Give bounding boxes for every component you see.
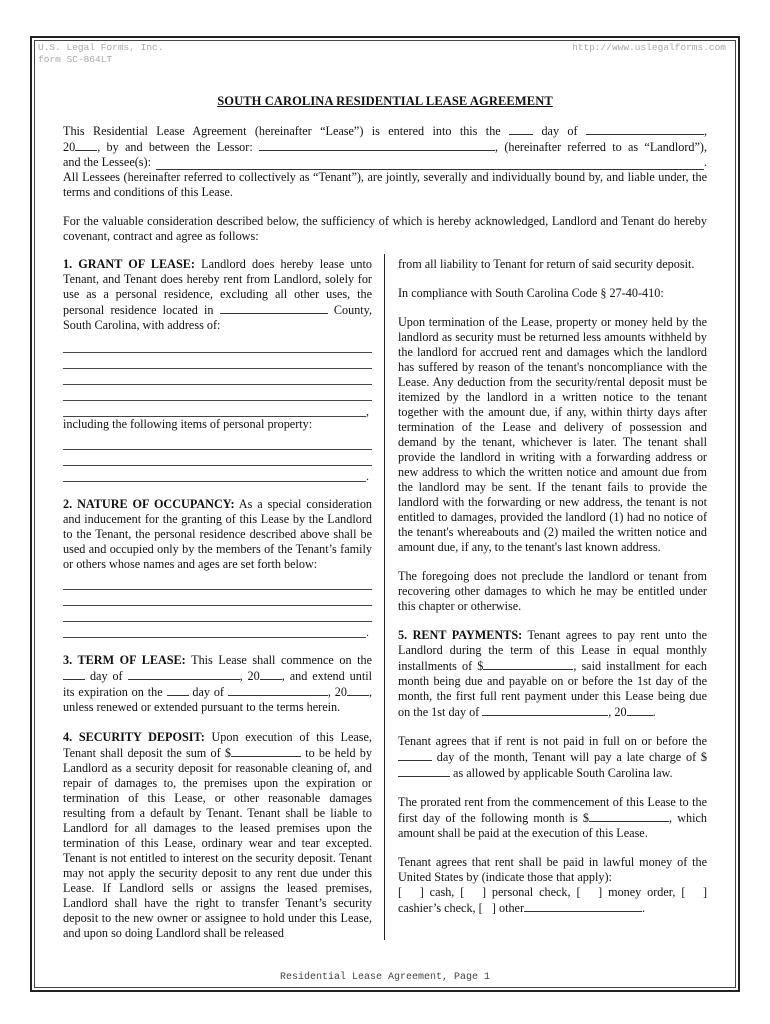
term-start-month-blank[interactable] — [128, 668, 240, 680]
cash-label: cash, — [429, 885, 455, 899]
term-start-year-blank[interactable] — [260, 668, 282, 680]
address-lines — [63, 338, 372, 417]
other-method-blank[interactable] — [524, 900, 642, 912]
header-publisher-name: U.S. Legal Forms, Inc. — [38, 42, 164, 53]
money-order-label: money order, — [608, 885, 676, 899]
property-line[interactable] — [63, 435, 372, 450]
occupant-line[interactable] — [63, 591, 372, 606]
intro-line-3: and the Lessee(s): . — [63, 155, 707, 169]
property-lines — [63, 435, 372, 482]
late-charge-amount-blank[interactable] — [398, 765, 450, 777]
money-order-checkbox[interactable]: [ ] — [576, 885, 603, 899]
damages-text: The foregoing does not preclude the landlord or tenant from recovering other damages to which he may be entitled under this chapter or otherwise. — [398, 569, 707, 613]
prorated-rent-text: The prorated rent from the commencement of this Lease to the first day of the following month is $ , which amount shall be paid at the execution of this Lease. — [398, 795, 707, 840]
payment-options-line-2: cashier’s check, [ ] other . — [398, 901, 646, 915]
section-security-deposit: 4. SECURITY DEPOSIT: Upon execution of this Lease, Tenant shall deposit the sum of $ to be held by Landlord as a security deposit for reasonable cleaning of, and repair of damages to, the premises upon the expiration or termination of this Lease, or other reasonable damages resulting from a default by Tenant. Tenant shall be liable to Landlord for all damages to the leased premises upon the termination of this Lease, ordinary wear and tear excepted. Tenant is not entitled to interest on the security deposit. Tenant may not apply the security deposit to any rent due under this Lease. If Landlord sells or assigns the leased premises, Landlord shall have the right to transfer Tenant’s security deposit to the new owner or assignee to hold under this Lease, and upon so doing Landlord shall be released — [63, 730, 372, 940]
term-end-day-blank[interactable] — [167, 684, 189, 696]
intro-section — [63, 123, 707, 258]
month-blank[interactable] — [586, 123, 704, 135]
cashiers-check-label: cashier’s check, — [398, 901, 476, 915]
page-title: SOUTH CAROLINA RESIDENTIAL LEASE AGREEMENT — [217, 94, 553, 108]
deposit-heading: 4. SECURITY DEPOSIT: — [63, 730, 205, 744]
money-order-end-bracket[interactable]: [ ] — [681, 885, 708, 899]
occupant-line[interactable]: . — [63, 623, 372, 638]
payment-method-text: Tenant agrees that rent shall be paid in lawful money of the United States by (indicate those that apply): — [398, 855, 707, 884]
column-divider — [384, 254, 385, 940]
address-line[interactable] — [63, 386, 372, 401]
term-start-day-blank[interactable] — [63, 668, 85, 680]
address-line[interactable] — [63, 338, 372, 353]
page-footer: Residential Lease Agreement, Page 1 — [279, 972, 491, 983]
other-checkbox[interactable]: [ ] — [478, 901, 496, 915]
lessor-blank[interactable] — [259, 139, 495, 151]
sc-code-reference: In compliance with South Carolina Code § 27-40-410: — [398, 286, 664, 300]
day-blank[interactable] — [509, 123, 533, 135]
occupant-line[interactable] — [63, 575, 372, 590]
occupant-lines — [63, 575, 372, 638]
section-rent-payments: 5. RENT PAYMENTS: Tenant agrees to pay rent unto the Landlord during the term of this Lease in equal monthly installments of $ , said installment for each month being due and payable on or before the 1st day of the month, the first full rent payment under this Lease being due on the 1st day of , 20 . — [398, 628, 708, 719]
sc-code-text: Upon termination of the Lease, property or money held by the landlord as security must be returned less amounts withheld by the landlord for accrued rent and damages which the landlord has suffered by reason of the tenant's noncompliance with the Lease. Any deduction from the security/rental deposit must be itemized by the landlord in a written notice to the tenant together with the amount due, if any, within thirty days after termination of the Lease and delivery of possession and demand by the tenant, whichever is later. The tenant shall provide the landlord in writing with a forwarding address or new address to which the written notice and amount due from the landlord may be sent. If the tenant fails to provide the landlord with the forwarding or new address, the tenant is not entitled to damages, provided the landlord (1) had no notice of the tenant's whereabouts and (2) mailed the written notice and amount due, if any, to the tenant's last known address. — [398, 315, 707, 554]
county-blank[interactable] — [220, 302, 328, 314]
section-grant-of-lease: 1. GRANT OF LEASE: Landlord does hereby lease unto Tenant, and Tenant does hereby rent from Landlord, solely for use as a personal residence, excluding all other uses, the personal residence located in County, South Carolina, with address of: — [63, 257, 373, 332]
header-form-id: form SC-864LT — [38, 54, 113, 65]
rent-heading: 5. RENT PAYMENTS: — [398, 628, 523, 642]
section-term-of-lease: 3. TERM OF LEASE: This Lease shall commence on the day of , 20 , and extend until its expiration on the day of , 20 , unless renewed or extended pursuant to the terms herein. — [63, 653, 373, 714]
occupant-line[interactable] — [63, 607, 372, 622]
prorated-amount-blank[interactable] — [589, 810, 669, 822]
header-url[interactable]: http://www.uslegalforms.com — [572, 42, 726, 53]
right-column — [398, 257, 707, 916]
other-label: other — [498, 901, 525, 915]
section-nature-of-occupancy: 2. NATURE OF OCCUPANCY: As a special consideration and inducement for the granting of this Lease by the Landlord to the Tenant, the personal residence described above shall be used and occupied only by the members of the Tenant’s family or others whose names and ages are set forth below: — [63, 497, 373, 571]
grant-heading: 1. GRANT OF LEASE: — [63, 257, 195, 271]
late-day-blank[interactable] — [398, 749, 432, 761]
lessee-blank[interactable] — [156, 158, 704, 170]
term-end-year-blank[interactable] — [347, 684, 369, 696]
left-column — [63, 257, 372, 941]
header-publisher — [38, 42, 163, 66]
property-line[interactable]: . — [63, 467, 372, 482]
payment-options-line-1 — [398, 885, 707, 900]
deposit-amount-blank[interactable] — [231, 745, 301, 757]
year-blank[interactable] — [75, 139, 97, 151]
intro-consideration: For the valuable consideration described below, the sufficiency of which is hereby acknowledged, Landlord and Tenant do hereby covenant, contract and agree as follows: — [63, 214, 707, 243]
deposit-release-text: from all liability to Tenant for return of said security deposit. — [398, 257, 695, 271]
term-heading: 3. TERM OF LEASE: — [63, 653, 186, 667]
personal-check-checkbox[interactable]: [ ] — [460, 885, 487, 899]
occupancy-heading: 2. NATURE OF OCCUPANCY: — [63, 497, 235, 511]
personal-property-label: including the following items of personal property: — [63, 417, 313, 431]
intro-lessees: All Lessees (hereinafter referred to collectively as “Tenant”), are jointly, severally and individually bound by, and liable under, the terms and conditions of this Lease. — [63, 170, 707, 199]
cash-checkbox[interactable]: [ ] — [398, 885, 424, 899]
intro-line-2: 20 , by and between the Lessor: , (hereinafter referred to as “Landlord”), — [63, 140, 708, 154]
late-charge-text: Tenant agrees that if rent is not paid in full on or before the day of the month, Tenant will pay a late charge of $ as allowed by applicable South Carolina law. — [398, 734, 708, 780]
address-line[interactable]: , — [63, 402, 372, 417]
personal-check-label: personal check, — [491, 885, 571, 899]
first-payment-month-blank[interactable] — [482, 704, 608, 716]
first-payment-year-blank[interactable] — [627, 704, 653, 716]
address-line[interactable] — [63, 354, 372, 369]
term-end-month-blank[interactable] — [228, 684, 328, 696]
property-line[interactable] — [63, 451, 372, 466]
address-line[interactable] — [63, 370, 372, 385]
rent-amount-blank[interactable] — [483, 658, 573, 670]
intro-line-1: This Residential Lease Agreement (hereinafter “Lease”) is entered into this the day of , — [63, 124, 707, 138]
